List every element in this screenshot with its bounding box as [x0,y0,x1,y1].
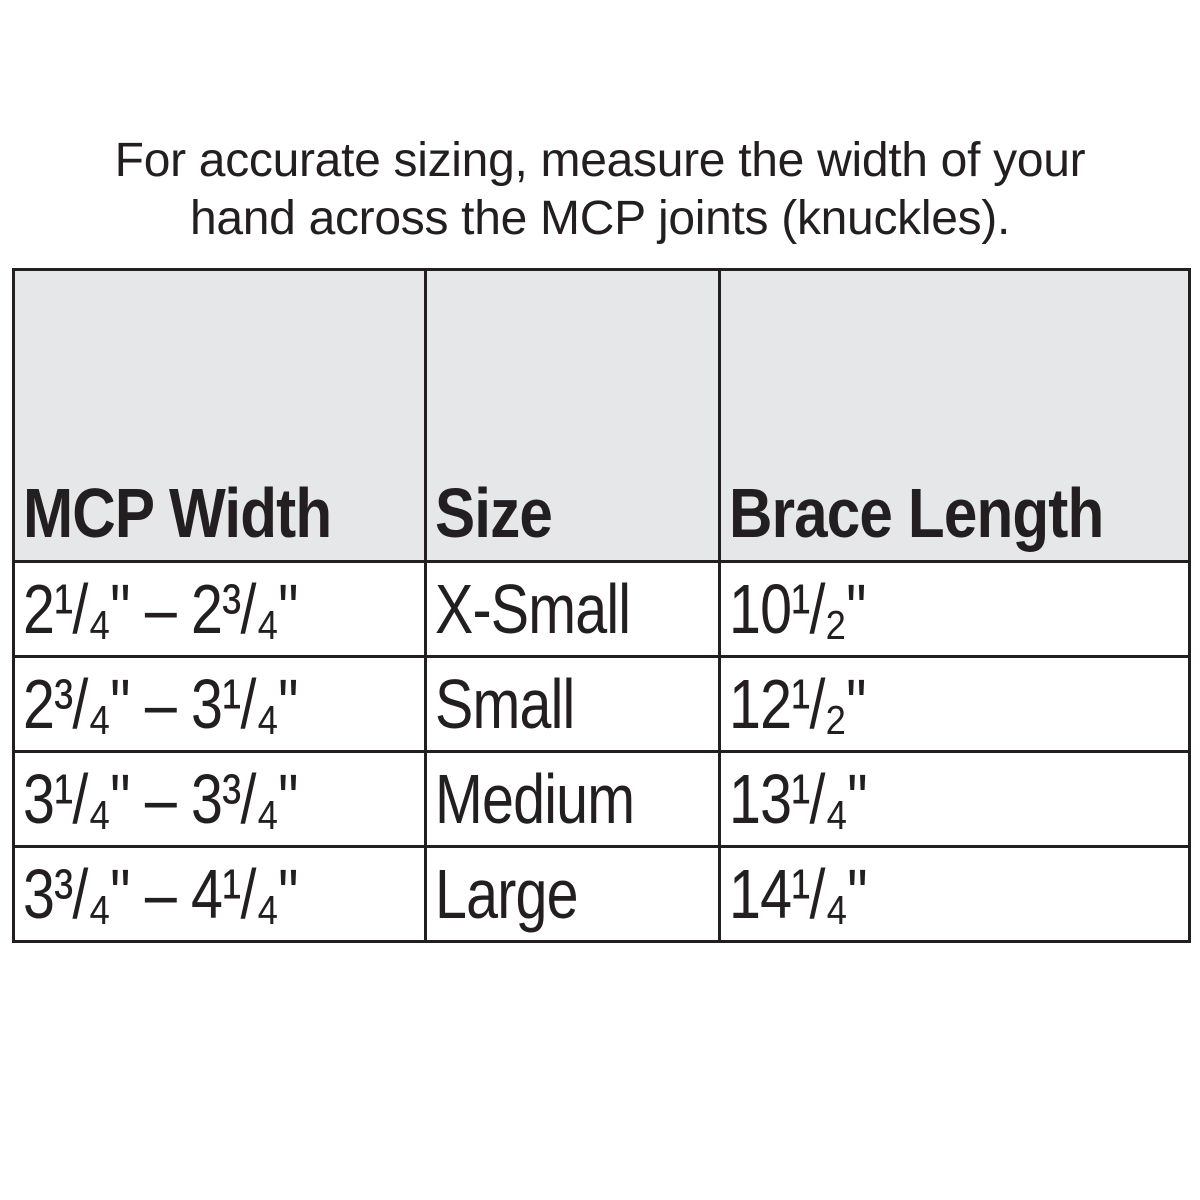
table-row [14,847,1190,942]
header-size: Size [426,270,720,562]
cell-mcp-width: 2³/₄" – 3¹/₄" [14,657,426,752]
cell-size: Large [426,847,720,942]
cell-brace-length: 14¹/₄" [720,847,1190,942]
cell-brace-length: 12¹/₂" [720,657,1190,752]
cell-size: Medium [426,752,720,847]
cell-brace-length: 13¹/₄" [720,752,1190,847]
cell-size: X-Small [426,562,720,657]
cell-mcp-width: 3¹/₄" – 3³/₄" [14,752,426,847]
instructions-line-2: hand across the MCP joints (knuckles). [189,192,1011,245]
instructions-line-1: For accurate sizing, measure the width of your [114,134,1086,187]
sizing-table [12,268,1191,943]
cell-size: Small [426,657,720,752]
table-row [14,752,1190,847]
cell-mcp-width: 3³/₄" – 4¹/₄" [14,847,426,942]
header-brace-length: Brace Length [720,270,1190,562]
table-row [14,657,1190,752]
sizing-instructions [0,132,1200,248]
table-header-row [14,270,1190,562]
cell-brace-length: 10¹/₂" [720,562,1190,657]
header-mcp-width: MCP Width [14,270,426,562]
table-row [14,562,1190,657]
cell-mcp-width: 2¹/₄" – 2³/₄" [14,562,426,657]
